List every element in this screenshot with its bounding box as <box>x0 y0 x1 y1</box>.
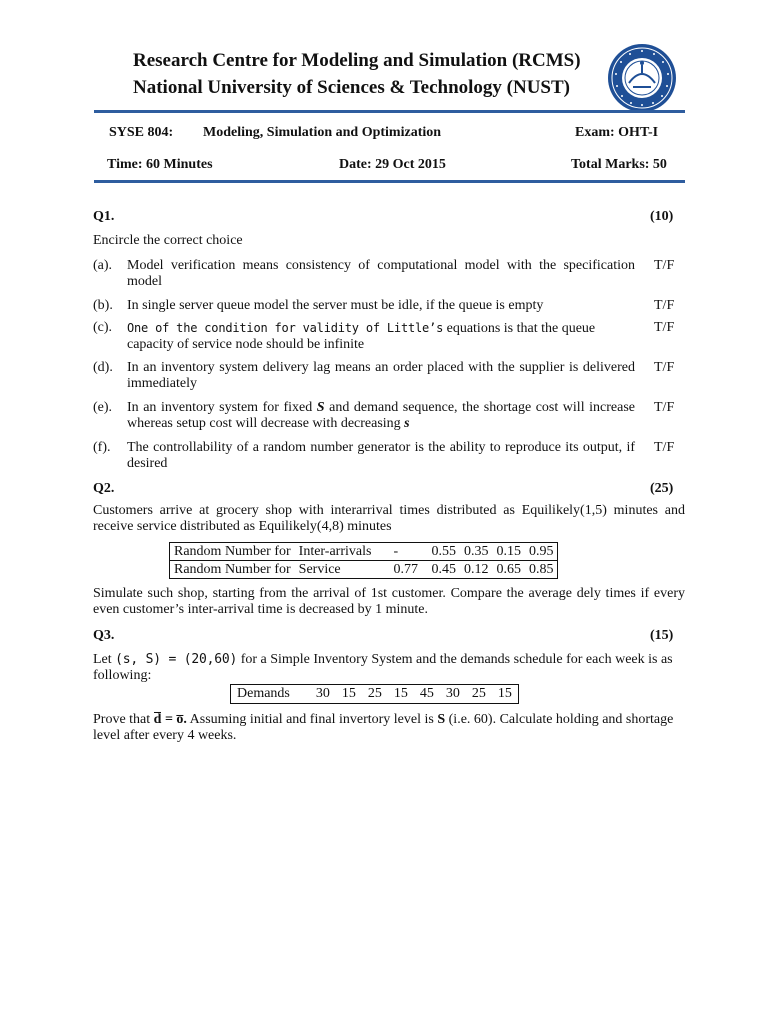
q1-item-d-answer[interactable]: T/F <box>654 360 675 375</box>
table-cell: - <box>389 543 427 561</box>
q3-sS-equation: (s, S) = (20,60) <box>115 652 238 667</box>
q3-prove <box>93 712 685 744</box>
table-cell: 0.12 <box>460 561 493 579</box>
nust-seal-logo <box>607 43 677 113</box>
q3-prove-equation: d̅ = o̅. <box>153 712 187 727</box>
table-cell: 0.15 <box>492 543 525 561</box>
total-marks: Total Marks: 50 <box>571 157 667 172</box>
table-cell: 15 <box>393 686 408 701</box>
demands-table <box>230 684 519 704</box>
q2-marks: (25) <box>650 481 674 496</box>
q1-item-b-label: (b). <box>93 298 113 313</box>
q1-item-e-text-b: and demand sequence, the shortage cost will increase whereas setup cost will decrease with decreasing <box>127 400 635 431</box>
table-cell: Random Number for <box>170 561 295 579</box>
table-row <box>231 685 519 704</box>
q1-marks: (10) <box>650 209 674 224</box>
q1-item-f-answer[interactable]: T/F <box>654 440 675 455</box>
q3-prove-a: Prove that <box>93 712 154 727</box>
q1-item-b-answer[interactable]: T/F <box>654 298 675 313</box>
q1-item-c-text-mono: One of the condition for validity of Little’s <box>127 321 444 335</box>
header-rule-top <box>94 110 685 113</box>
q1-item-e-text-a: In an inventory system for fixed <box>127 400 317 415</box>
q2-task: Simulate such shop, starting from the arrival of 1st customer. Compare the average dely times if every even customer’s inter-arrival time is decreased by 1 minute. <box>93 586 685 617</box>
q3-intro-b: for a Simple Inventory System and the demands schedule for each week is as following: <box>93 652 673 683</box>
exam-time: Time: 60 Minutes <box>107 157 213 172</box>
institution-title: Research Centre for Modeling and Simulation (RCMS) <box>133 50 581 71</box>
table-cell: Demands <box>237 686 290 701</box>
q1-item-a-label: (a). <box>93 258 113 273</box>
q1-item-f-label: (f). <box>93 440 111 455</box>
q1-item-e-var-S: S <box>316 400 325 415</box>
table-cell: 0.35 <box>460 543 493 561</box>
table-cell: 0.55 <box>427 543 460 561</box>
table-cell: 0.77 <box>389 561 427 579</box>
course-name: Modeling, Simulation and Optimization <box>203 125 442 140</box>
table-cell: 30 <box>445 686 460 701</box>
q3-intro-a: Let <box>93 652 116 667</box>
table-cell: 25 <box>367 686 382 701</box>
q1-item-f-text: The controllability of a random number generator is the ability to reproduce its output, if desired <box>127 440 635 471</box>
q1-item-d-label: (d). <box>93 360 113 375</box>
q3-label: Q3. <box>93 628 115 643</box>
q3-prove-S: S <box>437 712 446 727</box>
q1-item-e-text <box>127 400 635 432</box>
q2-label: Q2. <box>93 481 115 496</box>
table-cell: Inter-arrivals <box>295 543 390 561</box>
header-rule-bottom <box>94 180 685 183</box>
q1-item-a-answer[interactable]: T/F <box>654 258 675 273</box>
exam-date: Date: 29 Oct 2015 <box>339 157 446 172</box>
q1-item-e-var-s: s <box>404 416 410 431</box>
exam-type: Exam: OHT-I <box>575 125 659 140</box>
q1-label: Q1. <box>93 209 115 224</box>
table-row <box>170 561 558 579</box>
q1-item-c-label: (c). <box>93 320 113 335</box>
q1-item-c-answer[interactable]: T/F <box>654 320 675 335</box>
course-code: SYSE 804: <box>109 125 174 140</box>
q3-marks: (15) <box>650 628 674 643</box>
q1-item-c-text <box>127 320 635 353</box>
q1-item-b-text: In single server queue model the server must be idle, if the queue is empty <box>127 298 544 313</box>
q3-prove-c: (i.e. 60). Calculate holding and shortage level after every 4 weeks. <box>93 712 674 743</box>
q3-prove-b: Assuming initial and final invertory level is <box>186 712 438 727</box>
table-cell: 0.65 <box>492 561 525 579</box>
q3-intro <box>93 652 685 684</box>
table-cell: 0.95 <box>525 543 558 561</box>
q1-item-e-label: (e). <box>93 400 113 415</box>
q1-instruction: Encircle the correct choice <box>93 233 243 248</box>
table-cell: 25 <box>471 686 486 701</box>
table-cell: 30 <box>315 686 330 701</box>
university-title: National University of Sciences & Technology (NUST) <box>133 77 570 98</box>
random-number-table <box>169 542 558 579</box>
q2-intro: Customers arrive at grocery shop with interarrival times distributed as Equilikely(1,5) minutes and receive service distributed as Equilikely(4,8) minutes <box>93 503 685 534</box>
table-cell: 15 <box>341 686 356 701</box>
table-cell: 0.45 <box>427 561 460 579</box>
q1-item-c-text-rest: equations is that the queue capacity of service node should be infinite <box>127 321 596 352</box>
table-cell: 15 <box>497 686 512 701</box>
q1-item-d-text: In an inventory system delivery lag means an order placed with the supplier is delivered immediately <box>127 360 635 391</box>
q1-item-e-answer[interactable]: T/F <box>654 400 675 415</box>
table-cell: 45 <box>419 686 434 701</box>
table-cell: 0.85 <box>525 561 558 579</box>
q1-item-a-text: Model verification means consistency of computational model with the specification model <box>127 258 635 289</box>
table-row <box>170 543 558 561</box>
table-cell: Random Number for <box>170 543 295 561</box>
table-cell: Service <box>295 561 390 579</box>
